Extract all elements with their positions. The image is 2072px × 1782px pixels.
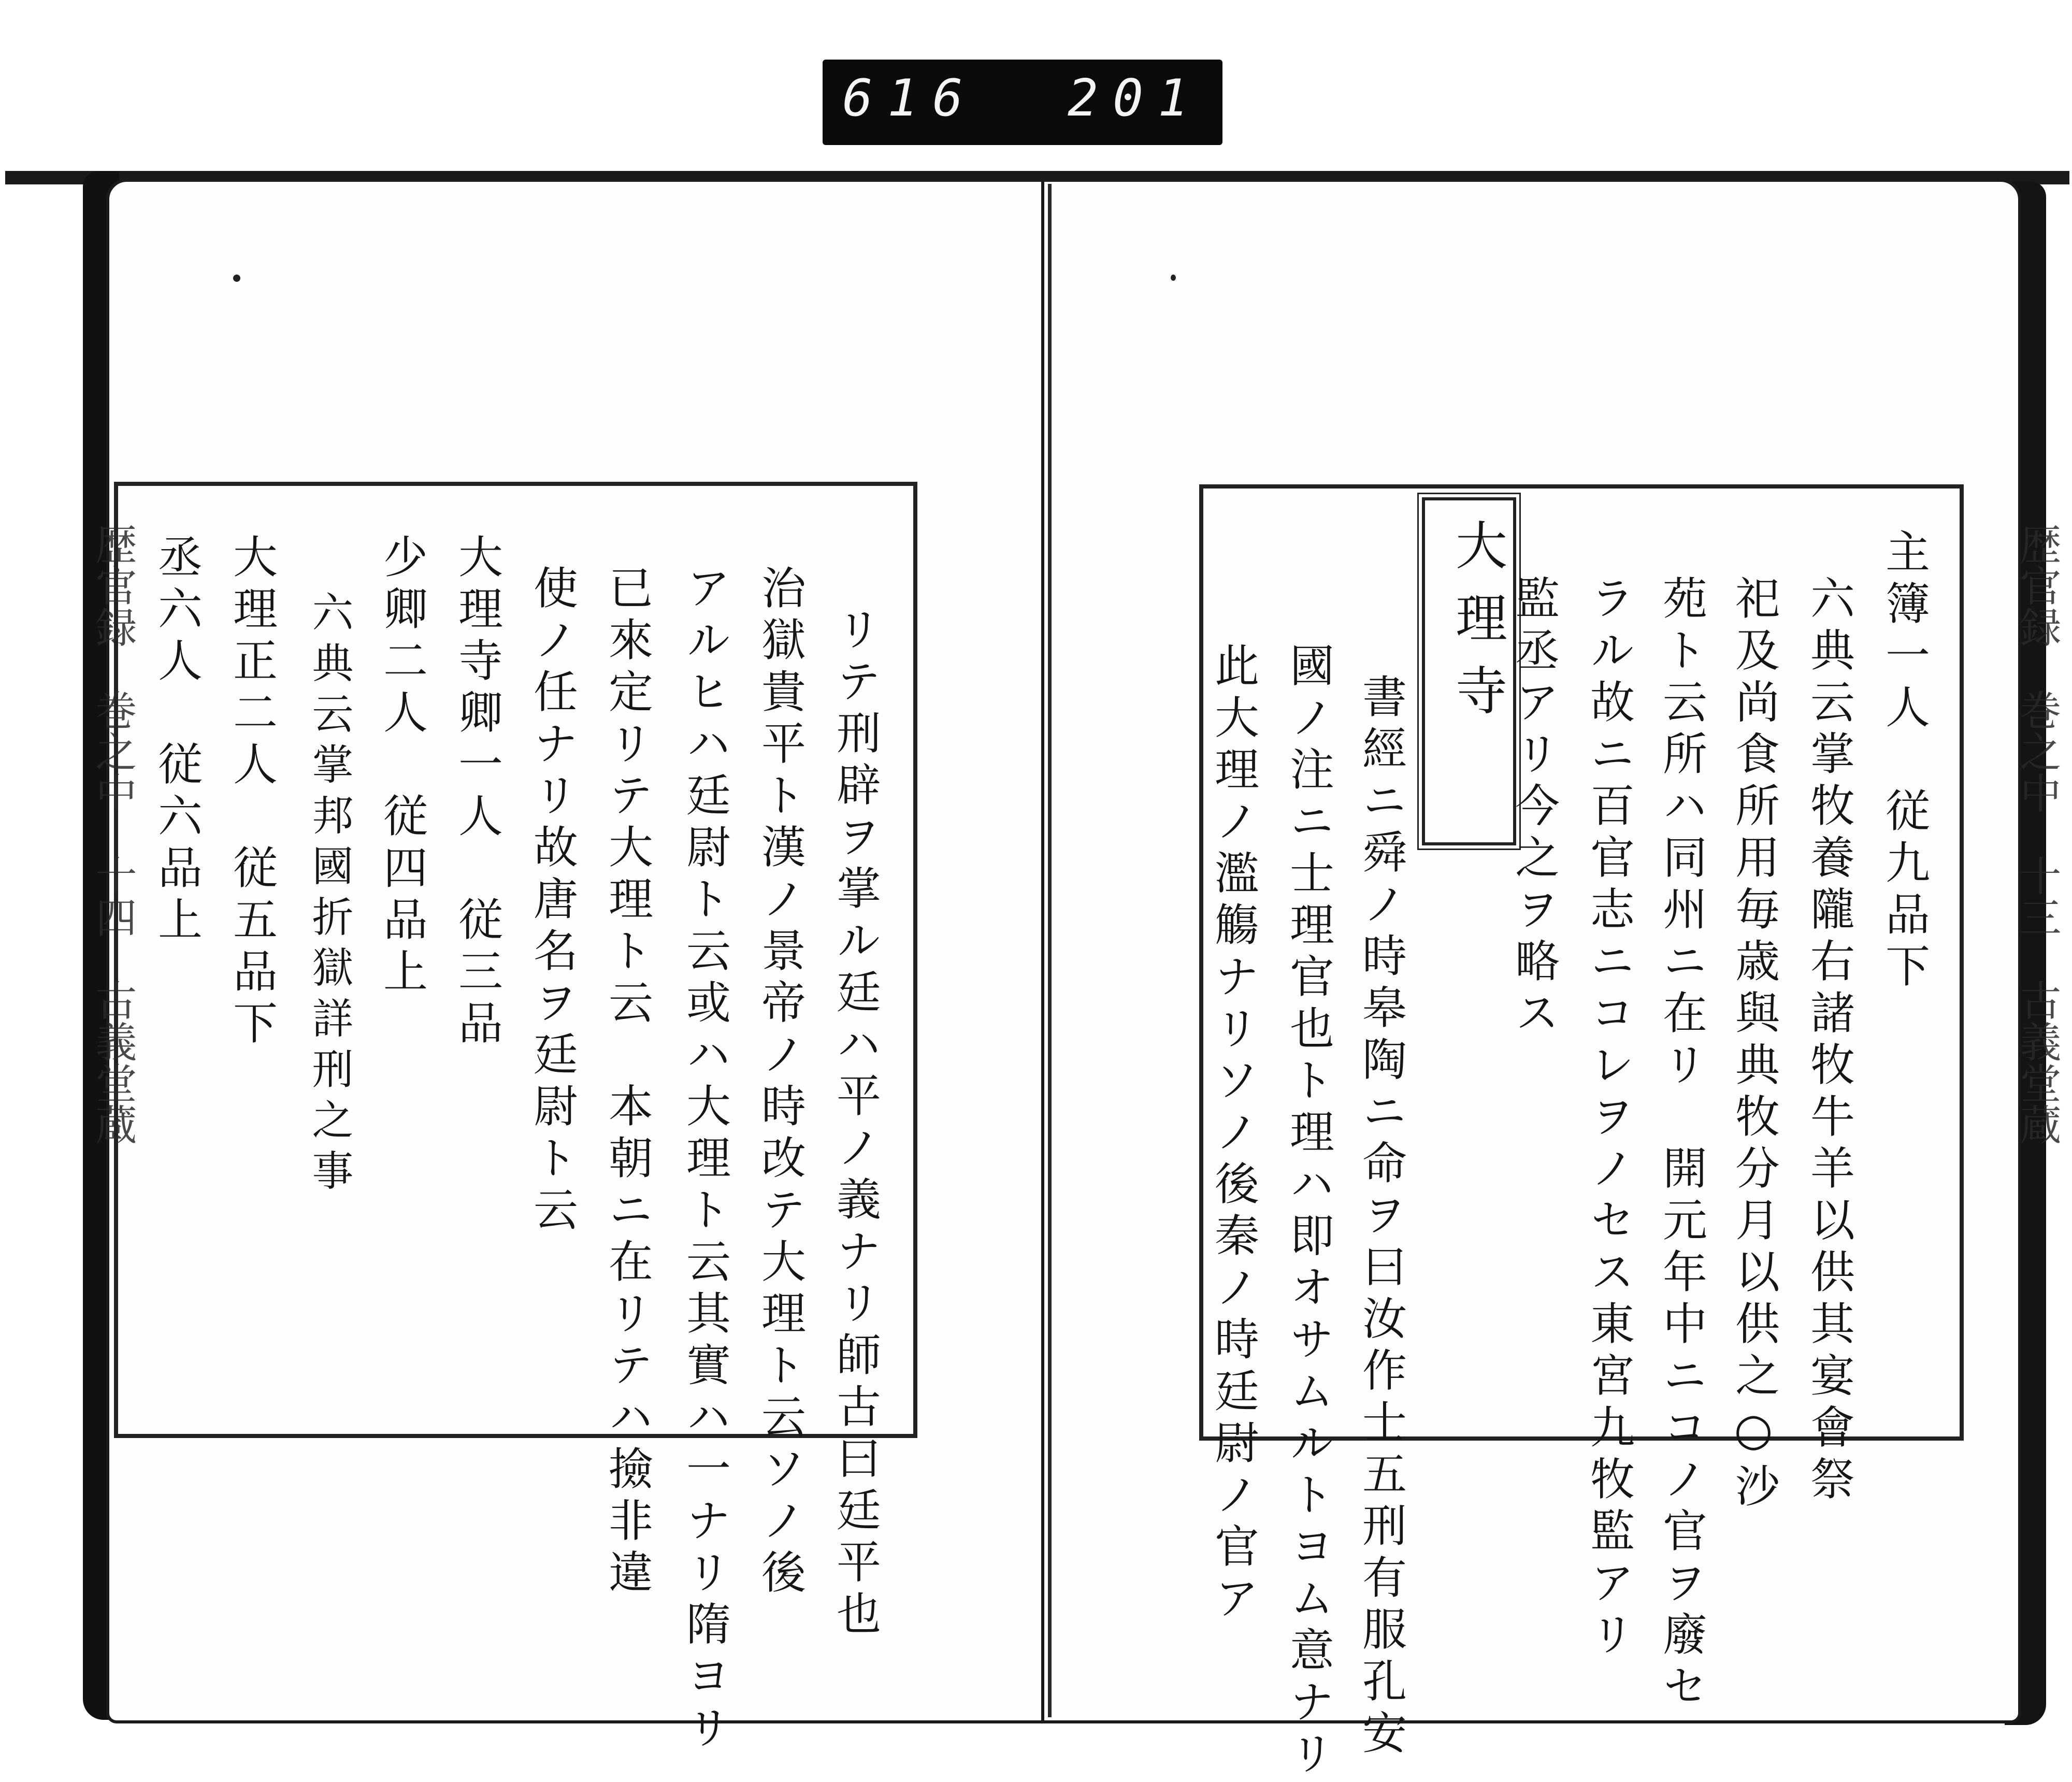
left-column-2: 治獄貴平ト漢ノ景帝ノ時改テ大理ト云ソノ後 xyxy=(754,565,805,1601)
left-column-10: 丞六人 従六品上 xyxy=(150,534,202,948)
book-gutter xyxy=(1048,184,1052,1717)
left-column-4: 已來定リテ大理ト云 本朝ニ在リテハ撿非違 xyxy=(601,565,653,1601)
right-column-3: 祀及尚食所用毎歳與典牧分月以供之○沙 xyxy=(1728,575,1779,1515)
left-column-1: リテ刑辟ヲ掌ル廷ハ平ノ義ナリ師古曰廷平也 xyxy=(829,606,881,1642)
section-heading-box xyxy=(1422,497,1516,845)
left-column-8: 六典云掌邦國折獄詳刑之事 xyxy=(305,591,353,1200)
right-column-6: 監丞アリ今之ヲ略ス xyxy=(1507,575,1559,1041)
left-column-7: 少卿二人 従四品上 xyxy=(376,534,427,1000)
archive-label xyxy=(823,60,1222,145)
right-column-8: 國ノ注ニ士理官也ト理ハ即オサムルトヨム意ナリ xyxy=(1282,642,1334,1782)
right-edge-label: 歴官録 巻之中 十三 古義堂蔵 xyxy=(2013,523,2061,1145)
open-book xyxy=(5,161,2069,1782)
section-heading: 大理寺 xyxy=(1447,519,1507,736)
right-column-7: 書經ニ舜ノ時皋陶ニ命ヲ曰汝作士五刑有服孔安 xyxy=(1355,673,1406,1761)
left-column-3: アルヒハ廷尉ト云或ハ大理ト云其實ハ一ナリ隋ヨリ xyxy=(679,565,730,1756)
left-edge-label: 歴官録 巻之中 十四 古義堂蔵 xyxy=(89,523,137,1145)
left-column-5: 使ノ任ナリ故唐名ヲ廷尉ト云 xyxy=(526,565,578,1238)
right-column-1: 主簿一人 従九品下 xyxy=(1878,528,1930,995)
ink-speck xyxy=(233,275,240,282)
ink-speck xyxy=(1171,275,1176,281)
left-column-9: 大理正二人 従五品下 xyxy=(225,534,277,1052)
right-column-9: 此大理ノ濫觴ナリソノ後秦ノ時廷尉ノ官ア xyxy=(1207,642,1259,1627)
right-column-2: 六典云掌牧養隴右諸牧牛羊以供其宴會祭 xyxy=(1803,575,1854,1507)
archive-label-text: 616 201 xyxy=(842,69,1203,128)
right-column-4: 苑ト云所ハ同州ニ在リ 開元年中ニコノ官ヲ廢セ xyxy=(1655,575,1707,1715)
right-column-5: ラル故ニ百官志ニコレヲノセス東宮九牧監アリ xyxy=(1582,575,1634,1663)
left-column-6: 大理寺卿一人 従三品 xyxy=(451,534,502,1052)
